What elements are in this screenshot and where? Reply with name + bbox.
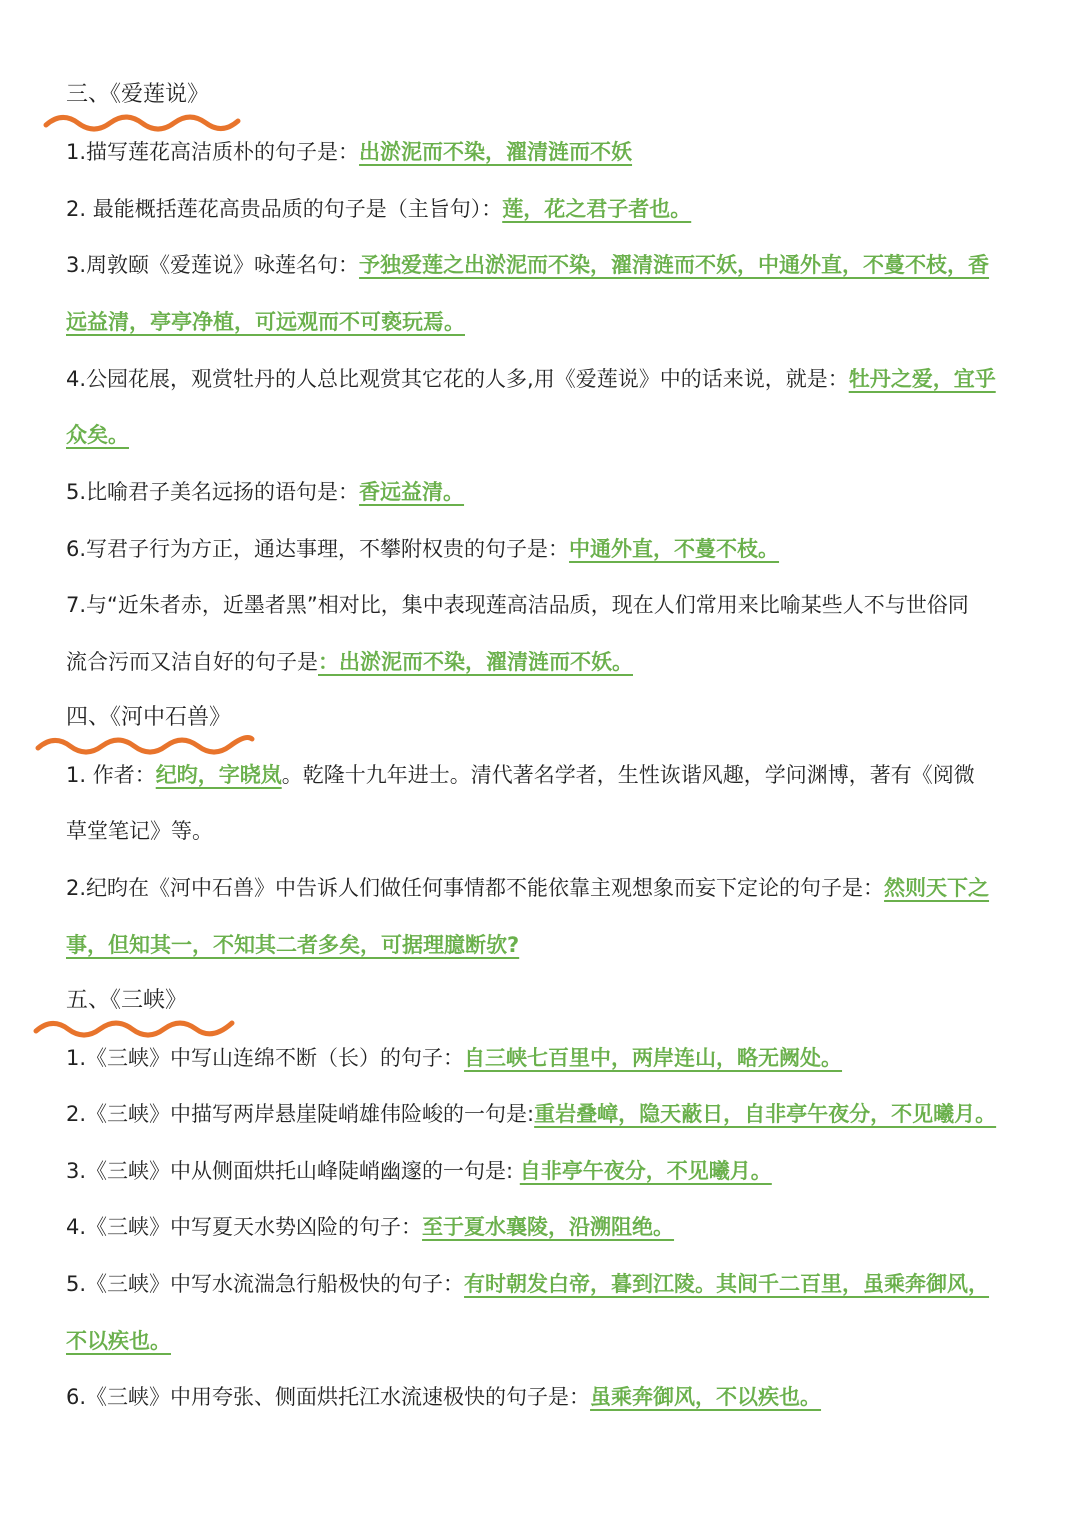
question-5-5: [66, 1269, 1026, 1299]
question-text: 1.描写莲花高洁质朴的句子是：: [66, 140, 360, 164]
wave-underline-decoration: [34, 731, 256, 755]
answer-text: 牡丹之爱，宜乎: [848, 367, 996, 391]
answer-text: 有时朝发白帝，暮到江陵。其间千二百里，虽乘奔御风，: [464, 1272, 990, 1296]
section-title-ailianshuo: 三、《爱莲说》: [66, 82, 210, 107]
wave-underline-decoration: [32, 1014, 236, 1038]
answer-text: 至于夏水襄陵，沿溯阻绝。: [422, 1215, 675, 1239]
question-5-1: [66, 1043, 1026, 1073]
wave-underline-decoration: [42, 108, 242, 132]
answer-text: 出淤泥而不染，濯清涟而不妖: [359, 140, 633, 164]
question-text: 草堂笔记》等。: [66, 819, 213, 843]
question-3-7-cont: [66, 647, 1026, 677]
answer-text: 中通外直，不蔓不枝。: [569, 537, 780, 561]
question-5-5-cont: [66, 1326, 1026, 1356]
answer-text: ：出淤泥而不染，濯清涟而不妖。: [318, 650, 633, 674]
question-text: 2.《三峡》中描写两岸悬崖陡峭雄伟险峻的一句是:: [66, 1102, 535, 1126]
question-4-2-cont: [66, 930, 1026, 960]
answer-text: 众矣。: [66, 423, 129, 447]
answer-text: 自三峡七百里中，两岸连山，略无阙处。: [464, 1046, 843, 1070]
section-title-sanxia: 五、《三峡》: [66, 988, 188, 1013]
answer-text: 纪昀，字晓岚: [155, 763, 282, 787]
question-5-2: [66, 1099, 1026, 1129]
question-3-7: [66, 590, 1026, 620]
question-text: 4.《三峡》中写夏天水势凶险的句子：: [66, 1215, 423, 1239]
answer-text: 不以疾也。: [66, 1329, 171, 1353]
question-text: 。乾隆十九年进士。清代著名学者，生性诙谐风趣，学问渊博，著有《阅微: [281, 763, 975, 787]
answer-text: 事，但知其一，不知其二者多矣，可据理臆断欤?: [66, 933, 520, 957]
question-3-2: [66, 194, 1026, 224]
question-3-1: [66, 137, 1026, 167]
question-text: 4.公园花展，观赏牡丹的人总比观赏其它花的人多,用《爱莲说》中的话来说，就是：: [66, 367, 849, 391]
question-text: 1.《三峡》中写山连绵不断（长）的句子：: [66, 1046, 465, 1070]
question-text: 2.纪昀在《河中石兽》中告诉人们做任何事情都不能依靠主观想象而妄下定论的句子是：: [66, 876, 885, 900]
question-text: 7.与“近朱者赤，近墨者黑”相对比，集中表现莲高洁品质，现在人们常用来比喻某些人不与世俗同: [66, 593, 969, 617]
answer-text: 远益清，亭亭净植，可远观而不可亵玩焉。: [66, 310, 465, 334]
question-3-6: [66, 534, 1026, 564]
question-text: 2. 最能概括莲花高贵品质的句子是（主旨句）：: [66, 197, 503, 221]
question-text: 5.比喻君子美名远扬的语句是：: [66, 480, 360, 504]
answer-text: 然则天下之: [884, 876, 990, 900]
question-5-3: [66, 1156, 1026, 1186]
question-text: 3.《三峡》中从侧面烘托山峰陡峭幽邃的一句是:: [66, 1159, 520, 1183]
section-title-hezhongshishou: 四、《河中石兽》: [66, 705, 232, 730]
question-4-2: [66, 873, 1026, 903]
answer-text: 重岩叠嶂，隐天蔽日，自非亭午夜分，不见曦月。: [534, 1102, 997, 1126]
question-3-4: [66, 364, 1026, 394]
question-text: 1. 作者：: [66, 763, 156, 787]
question-4-1: [66, 760, 1026, 790]
question-5-4: [66, 1212, 1026, 1242]
question-3-3-cont: [66, 307, 1026, 337]
question-3-5: [66, 477, 1026, 507]
answer-text: 莲，花之君子者也。: [502, 197, 692, 221]
question-3-3: [66, 250, 1026, 280]
question-text: 3.周敦颐《爱莲说》咏莲名句：: [66, 253, 360, 277]
question-text: 流合污而又洁自好的句子是: [66, 650, 318, 674]
answer-text: 香远益清。: [359, 480, 465, 504]
question-3-4-cont: [66, 420, 1026, 450]
question-5-6: [66, 1382, 1026, 1412]
answer-text: 虽乘奔御风，不以疾也。: [590, 1385, 822, 1409]
question-4-1-cont: [66, 816, 1026, 846]
answer-text: 予独爱莲之出淤泥而不染，濯清涟而不妖，中通外直，不蔓不枝，香: [359, 253, 990, 277]
question-text: 5.《三峡》中写水流湍急行船极快的句子：: [66, 1272, 465, 1296]
question-text: 6.写君子行为方正，通达事理，不攀附权贵的句子是：: [66, 537, 570, 561]
answer-text: 自非亭午夜分，不见曦月。: [519, 1159, 772, 1183]
question-text: 6.《三峡》中用夸张、侧面烘托江水流速极快的句子是：: [66, 1385, 591, 1409]
